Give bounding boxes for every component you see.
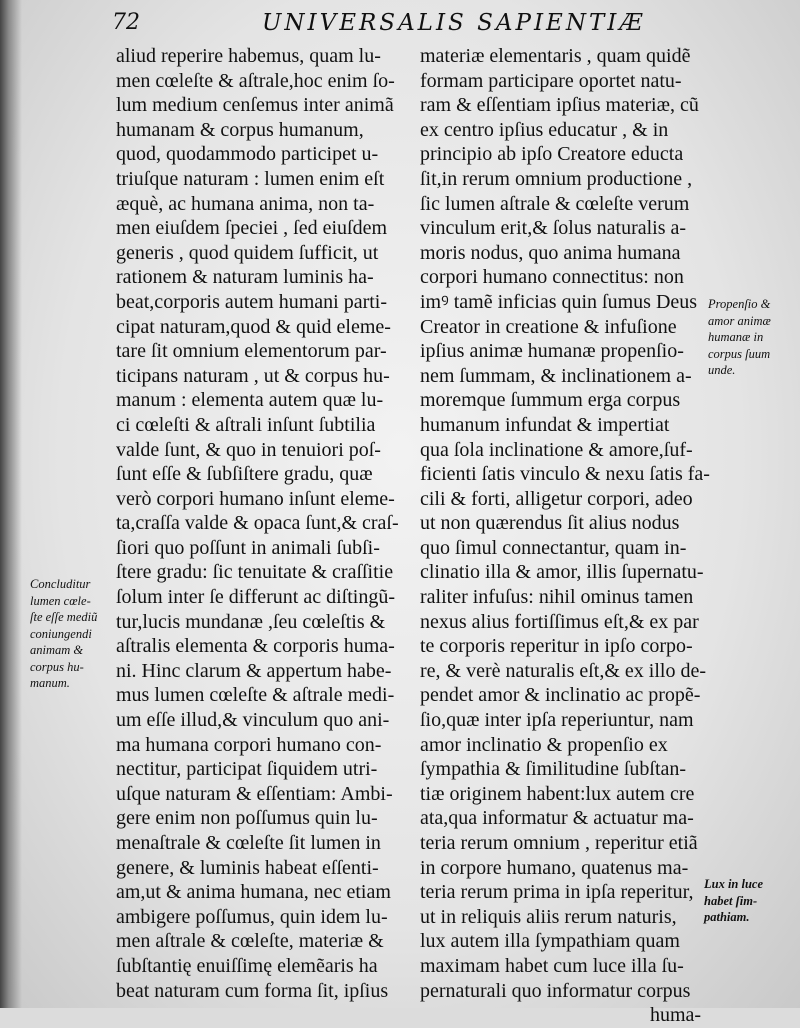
text-line: humanum infundat & impertiat xyxy=(420,413,670,436)
text-line: ſunt eſſe & ſubſiſtere gradu, quæ xyxy=(116,463,373,486)
text-line: quod, quodammodo participet u- xyxy=(116,143,379,166)
text-line: moris nodus, quo anima humana xyxy=(420,241,681,264)
marginal-note-line: unde. xyxy=(708,363,736,377)
text-line: generis , quod quidem ſufficit, ut xyxy=(116,241,379,264)
text-line: ſiori quo poſſunt in animali ſubſi- xyxy=(116,536,380,559)
text-line: nectitur, participat ſiquidem utri- xyxy=(116,758,378,781)
text-line: cili & forti, alligetur corpori, adeo xyxy=(420,487,693,510)
text-line: tur,lucis mundanæ ,ſeu cœleſtis & xyxy=(116,610,386,633)
marginal-note-line: Lux in luce xyxy=(704,877,764,891)
marginal-note-line: coniungendi xyxy=(30,626,92,641)
text-line: ex centro ipſius educatur , & in xyxy=(420,118,669,141)
marginal-note-line: ſte eſſe mediũ xyxy=(30,610,98,624)
text-line: in corpore humano, quatenus ma- xyxy=(420,856,689,879)
marginal-note-line: humanæ in xyxy=(708,330,764,344)
text-line: ta,craſſa valde & opaca ſunt,& craſ- xyxy=(116,512,399,535)
text-line: ſit,in rerum omnium productione , xyxy=(420,167,693,190)
text-line: ſtere gradu: ſic tenuitate & craſſitie xyxy=(116,561,394,584)
text-line: humanam & corpus humanum, xyxy=(116,118,364,141)
text-line: men cœleſte & aſtrale,hoc enim ſo- xyxy=(116,69,395,92)
left-text-column xyxy=(116,44,408,1003)
text-line: ni. Hinc clarum & appertum habe- xyxy=(116,659,392,682)
text-line: ficienti ſatis vinculo & nexu ſatis fa- xyxy=(420,463,710,486)
text-line: ſio,quæ inter ipſa reperiuntur, nam xyxy=(420,709,694,732)
page-number: 72 xyxy=(112,10,140,35)
text-line: verò corpori humano inſunt eleme- xyxy=(116,487,395,510)
marginal-note-left xyxy=(30,576,116,692)
marginal-note-right-1 xyxy=(708,296,798,379)
text-line: imꝰ tamẽ inficias quin ſumus Deus xyxy=(420,290,698,313)
marginal-note-line: Concluditur xyxy=(30,577,91,591)
text-line: uſque naturam & eſſentiam: Ambi- xyxy=(116,782,393,805)
text-line: lum medium cenſemus inter animã xyxy=(116,94,394,117)
text-line: beat naturam cum forma ſit, ipſius xyxy=(116,979,389,1002)
text-line: ſic lumen aſtrale & cœleſte verum xyxy=(420,192,690,215)
text-line: teria rerum omnium , reperitur etiã xyxy=(420,832,698,854)
marginal-note-right-2 xyxy=(704,876,798,926)
text-line: materiæ elementaris , quam quidẽ xyxy=(420,45,691,67)
text-line: ambigere poſſumus, quin idem lu- xyxy=(116,905,388,928)
text-line: clinatio illa & amor, illis ſupernatu- xyxy=(420,561,704,584)
marginal-note-line: corpus hu- xyxy=(30,659,84,674)
marginal-note-line: Propenſio & xyxy=(708,297,771,311)
text-line: ticipans naturam , ut & corpus hu- xyxy=(116,364,390,387)
binding-shadow xyxy=(0,0,22,1008)
text-line: men aſtrale & cœleſte, materiæ & xyxy=(116,930,384,953)
catchword: huma- xyxy=(650,1004,702,1027)
marginal-note-line: amor animæ xyxy=(708,313,771,328)
text-line: um eſſe illud,& vinculum quo ani- xyxy=(116,709,390,732)
text-line: amor inclinatio & propenſio ex xyxy=(420,733,668,756)
text-line: ſubſtantię enuiſſimę elemẽaris ha xyxy=(116,954,378,977)
running-head: UNIVERSALIS SAPIENTIÆ xyxy=(262,10,646,36)
text-line: valde ſunt, & quo in tenuiori poſ- xyxy=(116,438,381,461)
text-line: ut non quærendus ſit alius nodus xyxy=(420,512,680,535)
text-line: lux autem illa ſympathiam quam xyxy=(420,930,680,953)
text-line: formam participare oportet natu- xyxy=(420,69,682,92)
text-line: tiæ originem habent:lux autem cre xyxy=(420,782,695,805)
text-line: pernaturali quo informatur corpus xyxy=(420,979,691,1002)
text-line: triuſque naturam : lumen enim eſt xyxy=(116,167,385,190)
text-line: genere, & luminis habeat eſſenti- xyxy=(116,856,379,879)
text-line: ſolum inter ſe differunt ac diſtingũ- xyxy=(116,586,396,609)
marginal-note-line: pathiam. xyxy=(704,910,750,924)
text-line: Creator in creatione & infuſione xyxy=(420,315,677,338)
marginal-note-line: animam & xyxy=(30,643,84,657)
text-line: gere enim non poſſumus quin lu- xyxy=(116,807,378,830)
text-line: tare ſit omnium elementorum par- xyxy=(116,340,387,363)
text-line: aliud reperire habemus, quam lu- xyxy=(116,45,381,67)
text-line: qua ſola inclinatione & amore,ſuf- xyxy=(420,438,693,461)
text-line: raliter infuſus: nihil ominus tamen xyxy=(420,586,694,609)
text-line: am,ut & anima humana, nec etiam xyxy=(116,881,391,904)
text-line: ut in reliquis aliis rerum naturis, xyxy=(420,905,677,928)
text-line: teria rerum prima in ipſa reperitur, xyxy=(420,881,694,904)
text-line: te corporis reperitur in ipſo corpo- xyxy=(420,635,693,658)
text-line: ma humana corpori humano con- xyxy=(116,733,382,756)
text-line: nexus alius fortiſſimus eſt,& ex par xyxy=(420,610,699,633)
text-line: corpori humano connectitus: non xyxy=(420,266,684,289)
text-line: ata,qua informatur & actuatur ma- xyxy=(420,807,694,830)
marginal-note-line: lumen cœle- xyxy=(30,593,91,608)
text-line: ci cœleſti & aſtrali inſunt ſubtilia xyxy=(116,413,376,436)
text-line: men eiuſdem ſpeciei , ſed eiuſdem xyxy=(116,217,388,240)
text-line: mus lumen cœleſte & aſtrale medi- xyxy=(116,684,395,707)
marginal-note-line: corpus ſuum xyxy=(708,346,771,361)
text-line: moremque ſummum erga corpus xyxy=(420,389,681,412)
text-line: beat,corporis autem humani parti- xyxy=(116,290,388,313)
text-line: aſtralis elementa & corporis huma- xyxy=(116,635,395,658)
marginal-note-line: manum. xyxy=(30,676,70,690)
text-line: ipſius animæ humanæ propenſio- xyxy=(420,340,684,363)
text-line: quo ſimul connectantur, quam in- xyxy=(420,536,687,559)
text-line: pendet amor & inclinatio ac propẽ- xyxy=(420,684,701,707)
text-line: nem ſummam, & inclinationem a- xyxy=(420,364,692,387)
text-line: æquè, ac humana anima, non ta- xyxy=(116,192,375,215)
text-line: re, & verè naturalis eſt,& ex illo de- xyxy=(420,659,707,682)
text-line: manum : elementa autem quæ lu- xyxy=(116,389,384,412)
page-header xyxy=(112,6,712,42)
text-line: maximam habet cum luce illa ſu- xyxy=(420,954,684,977)
text-line: ram & eſſentiam ipſius materiæ, cũ xyxy=(420,94,699,117)
right-text-column xyxy=(420,44,710,1028)
text-line: vinculum erit,& ſolus naturalis a- xyxy=(420,217,687,240)
marginal-note-line: habet ſim- xyxy=(704,893,758,908)
text-line: menaſtrale & cœleſte ſit lumen in xyxy=(116,832,381,854)
text-line: rationem & naturam luminis ha- xyxy=(116,266,374,289)
text-line: ſympathia & ſimilitudine ſubſtan- xyxy=(420,758,687,781)
text-line: principio ab ipſo Creatore educta xyxy=(420,143,684,166)
text-line: cipat naturam,quod & quid eleme- xyxy=(116,315,391,338)
